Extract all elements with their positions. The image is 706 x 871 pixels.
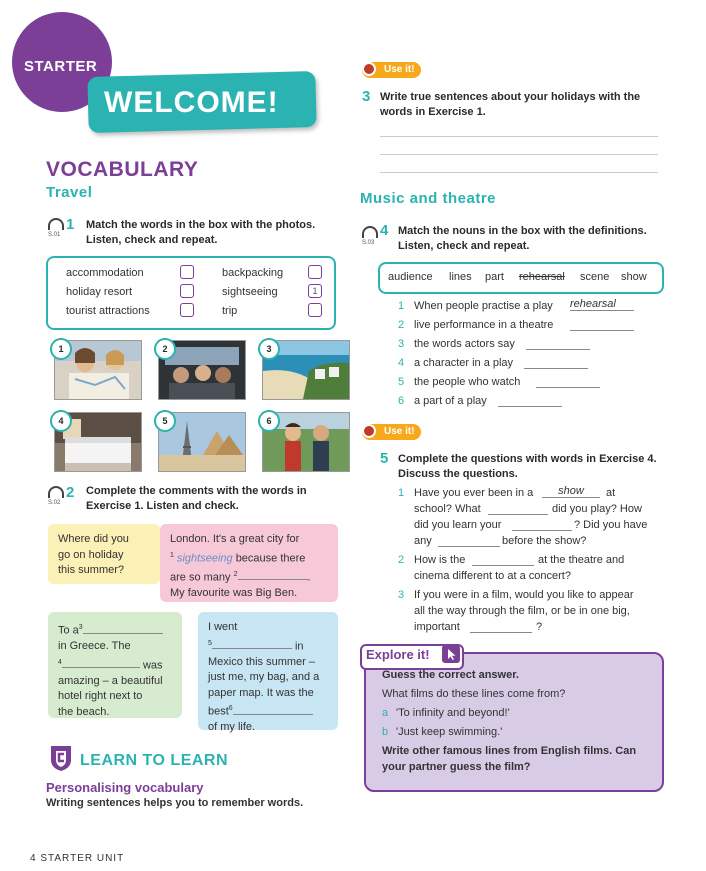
bubble-line: amazing – a beautiful (58, 674, 163, 687)
bubble-line: I went (208, 621, 238, 633)
item-number: 5 (398, 376, 405, 388)
answer-gap[interactable] (536, 376, 600, 388)
answer-gap[interactable] (498, 395, 562, 407)
item-text: When people practise a play (414, 300, 553, 312)
word-item: accommodation (66, 267, 144, 279)
photo-number-badge: 6 (258, 410, 280, 432)
option-letter: b (382, 726, 389, 738)
exercise-instruction: words in Exercise 1. (380, 106, 486, 118)
item-text: any (414, 535, 432, 547)
item-text: a character in a play (414, 357, 514, 369)
item-text: did you play? How (552, 503, 642, 515)
gap-number: 6 (228, 705, 233, 713)
bubble-text: best (208, 705, 229, 718)
starter-label: STARTER (24, 58, 98, 75)
bubble-line: paper map. It was the (208, 686, 314, 699)
bubble-line: are so many $^2$ . (170, 567, 328, 586)
track-number: S.02 (48, 500, 61, 506)
speech-bubble (160, 524, 338, 602)
speech-bubble (48, 524, 160, 584)
item-number: 3 (398, 589, 405, 601)
word-item: trip (222, 305, 238, 317)
travel-subheading: Travel (46, 184, 93, 201)
exercise-instruction: Complete the questions with words in Exercise 4. (398, 453, 657, 465)
item-text: ? Did you have (574, 519, 648, 531)
writing-line[interactable] (380, 154, 658, 155)
item-text: ? (536, 621, 543, 633)
exercise-number: 3 (362, 88, 371, 105)
item-text: If you were in a film, would you like to appear (414, 589, 634, 601)
exercise-number: 1 (66, 216, 75, 233)
use-it-text: Use it! (384, 426, 415, 437)
page-footer: 4 STARTER UNIT (30, 853, 125, 864)
item-text: at the theatre and (538, 554, 625, 566)
option-text: 'To infinity and beyond!' (396, 707, 510, 719)
exercise-instruction: Write true sentences about your holidays with the (380, 91, 641, 103)
answer-gap[interactable] (62, 656, 140, 668)
bubble-line (170, 548, 328, 567)
bubble-line: Mexico this summer – (208, 655, 315, 668)
item-text: live performance in a theatre (414, 319, 554, 331)
item-number: 1 (398, 300, 405, 312)
bubble-line (58, 655, 172, 674)
item-text: important (414, 621, 460, 633)
learn-to-learn-title: LEARN TO LEARN (80, 752, 229, 769)
bubble-text: are so many (170, 571, 231, 584)
bubble-line (208, 701, 328, 720)
word-item: sightseeing (222, 286, 278, 298)
answer-gap[interactable] (238, 568, 308, 580)
bubble-line: My favourite was Big Ben. (170, 586, 298, 599)
exercise-number: 5 (380, 450, 389, 467)
exercise-instruction: Match the words in the box with the photos. (86, 219, 316, 231)
answer-gap[interactable] (472, 554, 534, 566)
noun-item: lines (449, 271, 472, 283)
exercise-instruction: Discuss the questions. (398, 468, 518, 480)
bubble-text: in (294, 640, 304, 653)
bubble-line: this summer? (58, 564, 125, 576)
handwritten-answer[interactable]: sightseeing (176, 552, 233, 565)
gap-number: 4 (58, 658, 62, 666)
exercise-instruction: Exercise 1. Listen and check. (86, 500, 239, 512)
gap-number: 2 (233, 570, 238, 578)
noun-item-crossed: rehearsal (519, 271, 565, 283)
music-theatre-heading: Music and theatre (360, 190, 497, 207)
photo-number-badge: 1 (50, 338, 72, 360)
word-item: holiday resort (66, 286, 133, 298)
noun-item: part (485, 271, 504, 283)
learn-to-learn-shield-icon (48, 744, 74, 772)
noun-item: scene (580, 271, 610, 283)
vocabulary-heading: VOCABULARY (46, 158, 199, 181)
writing-line[interactable] (380, 136, 658, 137)
item-text: the people who watch (414, 376, 521, 388)
exercise-instruction: Listen, check and repeat. (86, 234, 218, 246)
item-number: 4 (398, 357, 405, 369)
explore-task: Write other famous lines from English films. Can (382, 745, 637, 757)
answer-checkbox[interactable] (308, 303, 322, 317)
bubble-line: just me, my bag, and a (208, 671, 320, 684)
answer-gap[interactable] (83, 622, 163, 634)
headphones-icon (48, 486, 64, 498)
item-number: 6 (398, 395, 405, 407)
item-text: the words actors say (414, 338, 515, 350)
explore-task: your partner guess the film? (382, 761, 531, 773)
photo-number-badge: 2 (154, 338, 176, 360)
item-text: Have you ever been in a (414, 487, 534, 499)
bubble-line (58, 620, 172, 639)
item-text: did you learn your (414, 519, 502, 531)
answer-gap[interactable] (438, 535, 500, 547)
photo-number-badge: 3 (258, 338, 280, 360)
word-item: backpacking (222, 267, 284, 279)
headphones-icon (362, 226, 378, 238)
item-number: 2 (398, 319, 405, 331)
item-text: all the way through the film, or be in one big, (414, 605, 630, 617)
use-it-icon (362, 62, 376, 76)
answer-gap[interactable] (570, 319, 634, 331)
use-it-icon (362, 424, 376, 438)
headphones-icon (48, 218, 64, 230)
answer-checkbox[interactable] (180, 265, 194, 279)
item-number: 3 (398, 338, 405, 350)
welcome-title: WELCOME! (104, 86, 279, 119)
gap-number: 5 (208, 639, 212, 647)
item-number: 2 (398, 554, 405, 566)
answer-checkbox[interactable] (308, 265, 322, 279)
item-text: school? What (414, 503, 481, 515)
cursor-click-icon (442, 645, 460, 663)
exercise-instruction: Match the nouns in the box with the definitions. (398, 225, 647, 237)
handwritten-answer[interactable]: show (542, 485, 600, 498)
item-text: a part of a play (414, 395, 487, 407)
noun-item: show (621, 271, 647, 283)
option-letter: a (382, 707, 389, 719)
answer-gap[interactable] (512, 519, 572, 531)
bubble-line: go on holiday (58, 548, 124, 561)
answer-gap[interactable] (526, 338, 590, 350)
word-item: tourist attractions (66, 305, 150, 317)
bubble-text: To a (58, 624, 79, 637)
track-number: S.03 (362, 240, 375, 246)
writing-line[interactable] (380, 172, 658, 173)
item-text: at (606, 487, 616, 499)
option-text: 'Just keep swimming.' (396, 726, 503, 738)
explore-it-label: Explore it! (366, 647, 430, 662)
item-text: cinema different to at a concert? (414, 570, 571, 582)
answer-checkbox[interactable] (180, 303, 194, 317)
track-number: S.01 (48, 232, 61, 238)
use-it-text: Use it! (384, 64, 415, 75)
photo-number-badge: 4 (50, 410, 72, 432)
explore-question: What films do these lines come from? (382, 688, 566, 700)
item-text: How is the (414, 554, 466, 566)
bubble-line: London. It's a great city for (170, 533, 300, 545)
answer-gap[interactable] (524, 357, 588, 369)
photo-number-badge: 5 (154, 410, 176, 432)
answer-checkbox[interactable]: 1 (308, 284, 322, 298)
answer-gap[interactable] (488, 503, 548, 515)
item-number: 1 (398, 487, 405, 499)
bubble-text: was (142, 659, 163, 672)
explore-instruction: Guess the correct answer. (382, 669, 519, 681)
bubble-line (208, 636, 328, 655)
learn-to-learn-description: Writing sentences helps you to remember words. (46, 797, 304, 809)
speech-bubble (48, 612, 182, 718)
exercise-instruction: Listen, check and repeat. (398, 240, 530, 252)
handwritten-answer[interactable]: rehearsal (570, 298, 634, 311)
bubble-text: because there (235, 552, 306, 565)
bubble-line: Where did you (58, 533, 129, 545)
answer-checkbox[interactable] (180, 284, 194, 298)
exercise-instruction: Complete the comments with the words in (86, 485, 307, 497)
exercise-number: 4 (380, 222, 389, 239)
answer-gap[interactable] (233, 703, 313, 715)
bubble-line: the beach. (58, 705, 110, 718)
bubble-line: of my life. (208, 721, 256, 734)
learn-to-learn-subtitle: Personalising vocabulary (46, 780, 204, 795)
exercise-number: 2 (66, 484, 75, 501)
answer-gap[interactable] (212, 637, 292, 649)
item-text: before the show? (502, 535, 587, 547)
gap-number: 3 (78, 624, 83, 631)
bubble-line: in Greece. The (58, 640, 131, 653)
answer-gap[interactable] (470, 621, 532, 633)
gap-number: 1 (170, 551, 174, 559)
speech-bubble (198, 612, 338, 734)
noun-item: audience (388, 271, 433, 283)
bubble-line: hotel right next to (58, 690, 143, 703)
